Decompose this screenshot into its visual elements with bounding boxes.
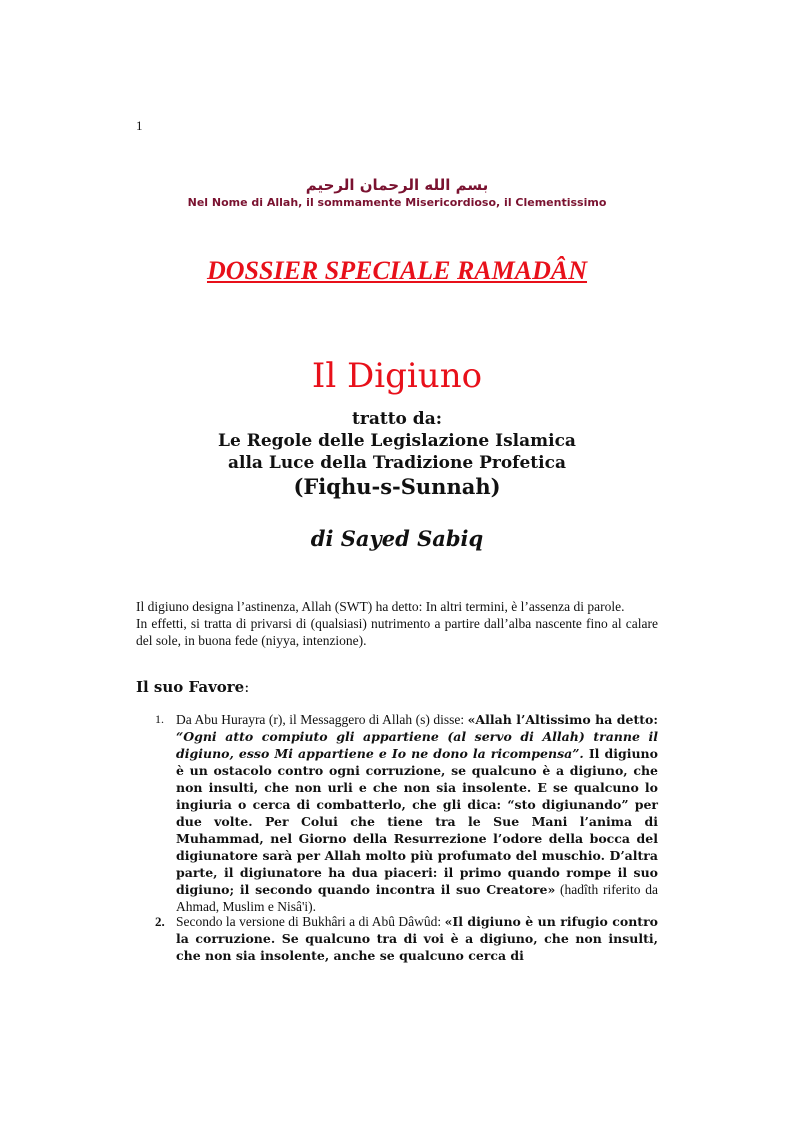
item-bold-intro: «Allah l’Altissimo ha detto: xyxy=(467,712,658,727)
item-plain-intro: Da Abu Hurayra (r), il Messaggero di Allah (s) disse: xyxy=(176,712,468,727)
source-block xyxy=(0,408,794,474)
intro-paragraph-1: Il digiuno designa l’astinenza, Allah (SWT) ha detto: In altri termini, è l’assenza di parole. xyxy=(136,599,625,614)
arabic-basmala: بسم الله الرحمان الرحيم xyxy=(305,176,489,194)
list-item-number: 1. xyxy=(155,712,164,726)
main-title: Il Digiuno xyxy=(311,356,483,396)
item-bold-body: «Il digiuno è un rifugio contro la corruzione. Se qualcuno tra di voi è a digiuno, che non insulti, che non sia insolente, anche se qualcuno cerca di xyxy=(176,914,658,963)
item-bold-body: Il digiuno è un ostacolo contro ogni corruzione, se qualcuno è a digiuno, che non insulti, che non urli e che non sia insolente. E se qualcuno lo ingiuria o cerca di combatterlo, che gli dica: “sto digiunando” per due volte. Per Colui che tiene tra le Sue Mani l’anima di Muhammad, nel Giorno della Resurrezione l’odore della bocca del digiunatore sarà per Allah molto più profumato del muschio. D’altra parte, il digiunatore ha dua piaceri: il primo quando rompe il suo digiuno; il secondo quando incontra il suo Creatore» xyxy=(176,746,658,897)
section-heading-colon: : xyxy=(244,678,250,696)
item-bold-italic-quote: “Ogni atto compiuto gli appartiene (al servo di Allah) tranne il digiuno, esso Mi appartiene e Io ne dono la ricompensa”. xyxy=(176,729,658,761)
dossier-title: DOSSIER SPECIALE RAMADÂN xyxy=(206,256,588,285)
list-item xyxy=(155,711,658,915)
section-heading-bold: Il suo Favore xyxy=(136,678,245,696)
list-item xyxy=(155,913,658,964)
intro-paragraphs xyxy=(136,598,658,649)
source-line-3: alla Luce della Tradizione Profetica xyxy=(228,453,566,473)
page-number: 1 xyxy=(136,118,143,133)
source-line-4: (Fiqhu-s-Sunnah) xyxy=(293,474,501,499)
source-line-1: tratto da: xyxy=(352,409,442,429)
source-line-2: Le Regole delle Legislazione Islamica xyxy=(218,431,576,451)
list-item-number: 2. xyxy=(155,914,165,929)
basmala-translation: Nel Nome di Allah, il sommamente Misericordioso, il Clementissimo xyxy=(187,196,607,209)
section-heading xyxy=(136,678,249,696)
author-line: di Sayed Sabiq xyxy=(310,526,484,551)
item-plain-end: (hadîth riferito da Ahmad, Muslim e Nisâ'i). xyxy=(176,882,658,914)
item-plain-intro: Secondo la versione di Bukhâri a di Abû Dâwûd: xyxy=(176,914,445,929)
intro-paragraph-2: In effetti, si tratta di privarsi di (qualsiasi) nutrimento a partire dall’alba nascente fino al calare del sole, in buona fede (niyya, intenzione). xyxy=(136,616,658,648)
